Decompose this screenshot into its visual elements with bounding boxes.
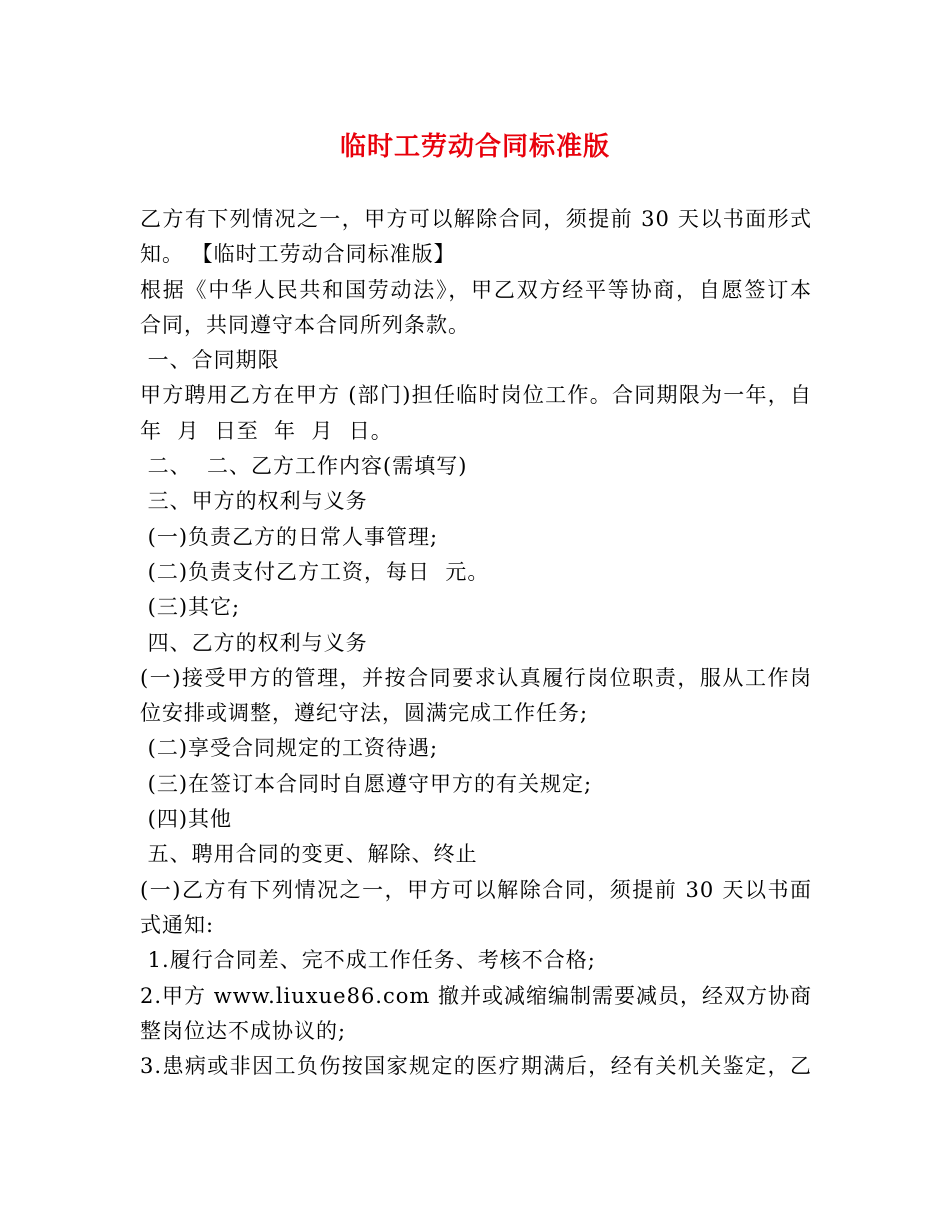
document-line: (三)在签订本合同时自愿遵守甲方的有关规定; bbox=[140, 771, 593, 796]
document-line: 五、聘用合同的变更、解除、终止 bbox=[140, 842, 478, 867]
document-line: 乙方有下列情况之一，甲方可以解除合同，须提前 30 天以书面形式 bbox=[140, 207, 812, 231]
document-line: (一)接受甲方的管理，并按合同要求认真履行岗位职责，服从工作岗 bbox=[140, 665, 812, 690]
document-line: 2.甲方 www.liuxue86.com 撤并或减缩编制需要减员，经双方协商 bbox=[140, 983, 812, 1008]
document-line: 二、 二、乙方工作内容(需填写) bbox=[140, 454, 468, 479]
document-line: 式通知: bbox=[140, 912, 215, 937]
document-body bbox=[140, 202, 812, 1084]
document-line: (一)负责乙方的日常人事管理; bbox=[140, 524, 439, 549]
document-title: 临时工劳动合同标准版 bbox=[339, 132, 610, 162]
document-line: (二)享受合同规定的工资待遇; bbox=[140, 736, 439, 761]
document-line: 知。 【临时工劳动合同标准版】 bbox=[140, 242, 456, 267]
document-line: 1.履行合同差、完不成工作任务、考核不合格; bbox=[140, 948, 596, 973]
document-line: 合同，共同遵守本合同所列条款。 bbox=[140, 312, 470, 337]
document-line: 四、乙方的权利与义务 bbox=[140, 630, 368, 655]
document-line: (二)负责支付乙方工资，每日 元。 bbox=[140, 559, 490, 584]
document-line: 三、甲方的权利与义务 bbox=[140, 489, 368, 514]
document-line: (四)其他 bbox=[140, 807, 233, 832]
document-line: 甲方聘用乙方在甲方 (部门)担任临时岗位工作。合同期限为一年，自 bbox=[140, 383, 812, 408]
document-line: 整岗位达不成协议的; bbox=[140, 1018, 347, 1043]
document-line: 年 月 日至 年 月 日。 bbox=[140, 418, 393, 443]
document-line: 一、合同期限 bbox=[140, 348, 280, 373]
document-line: 根据《中华人民共和国劳动法》，甲乙双方经平等协商，自愿签订本 bbox=[140, 277, 812, 302]
document-line: 3.患病或非因工负伤按国家规定的医疗期满后，经有关机关鉴定，乙 bbox=[140, 1054, 812, 1079]
document-line: (一)乙方有下列情况之一，甲方可以解除合同，须提前 30 天以书面 bbox=[140, 877, 812, 902]
document-line: 位安排或调整，遵纪守法，圆满完成工作任务; bbox=[140, 701, 589, 726]
document-line: (三)其它; bbox=[140, 595, 241, 620]
